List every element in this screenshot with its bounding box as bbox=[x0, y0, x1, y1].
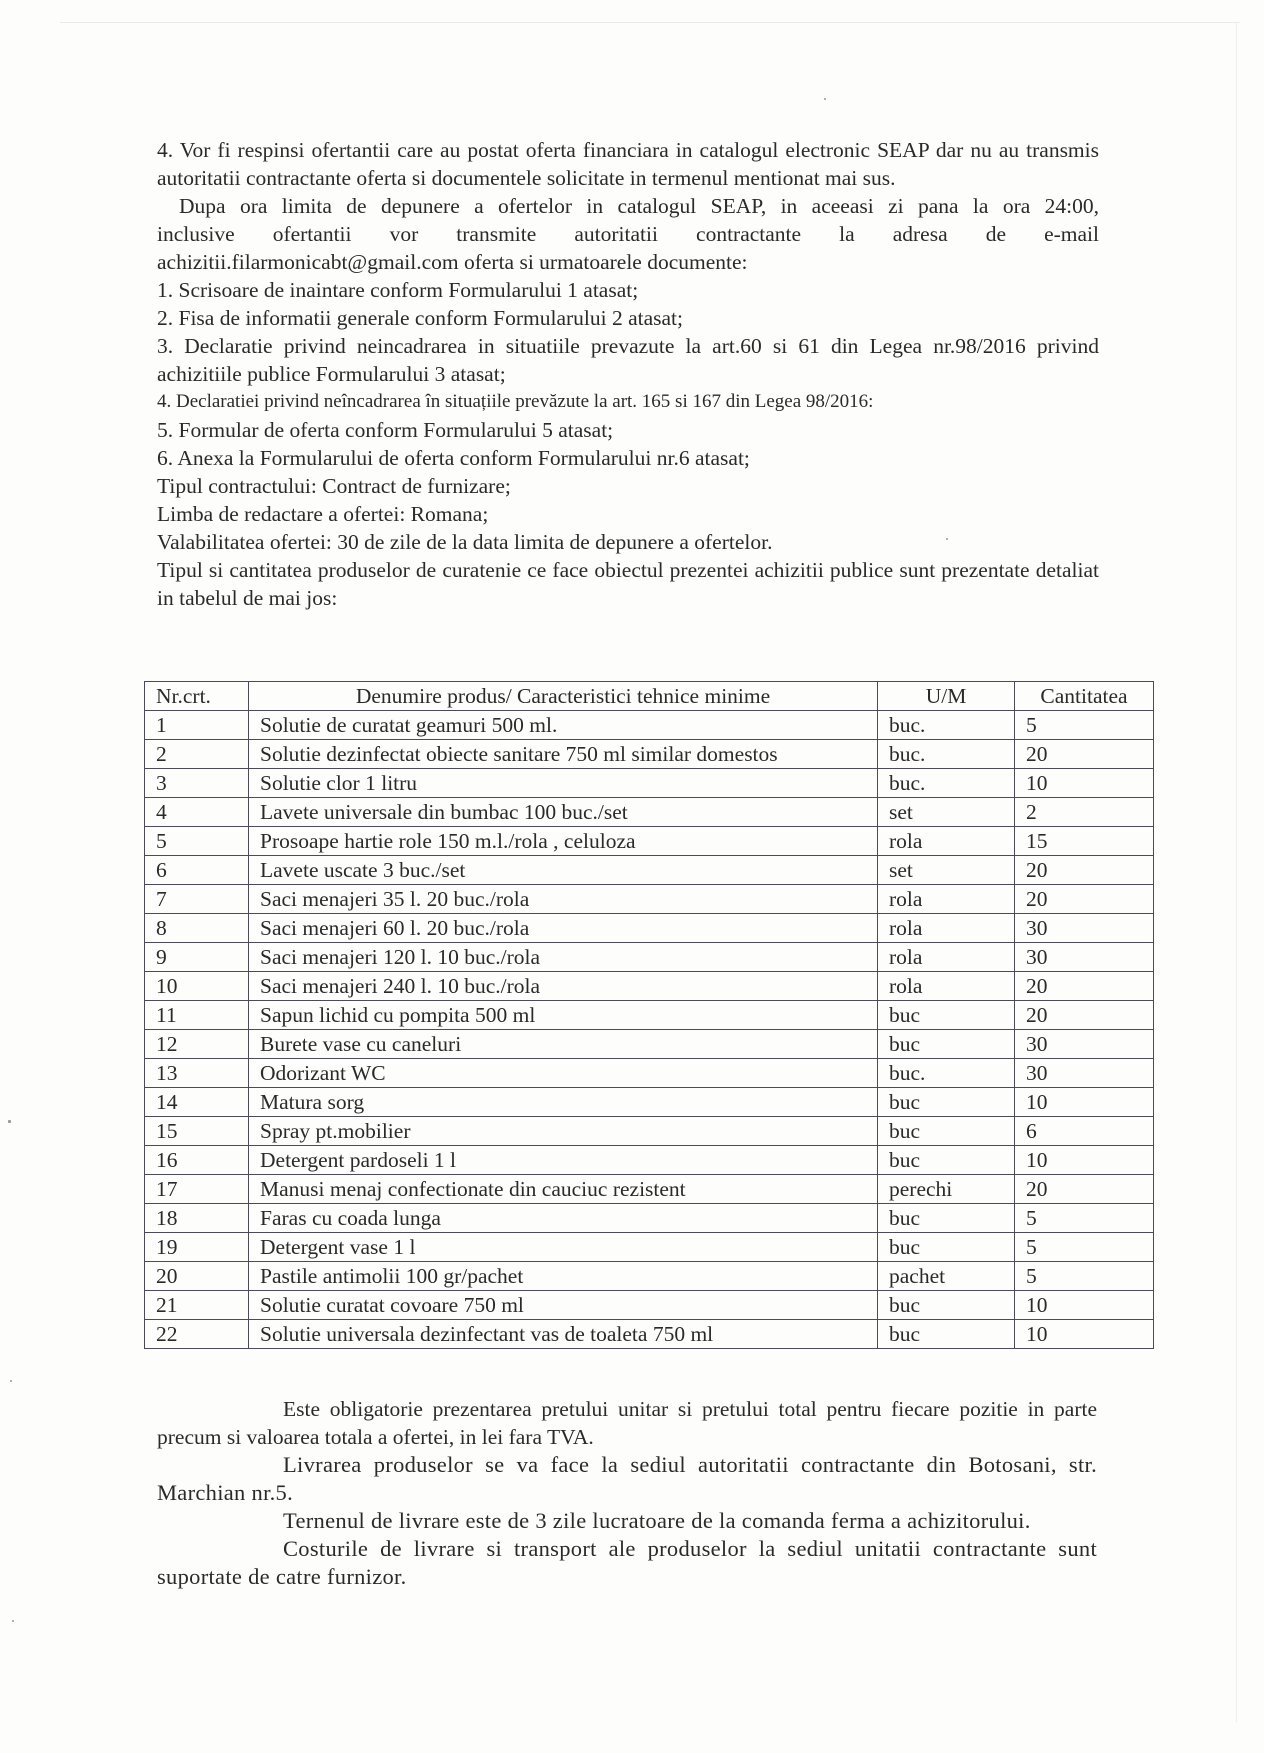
products-table bbox=[144, 681, 1154, 1349]
row-number: 12 bbox=[145, 1030, 249, 1059]
scan-edge-top bbox=[60, 22, 1240, 23]
delivery-term: Ternenul de livrare este de 3 zile lucratoare de la comanda ferma a achizitorului. bbox=[283, 1508, 1031, 1533]
product-name: Sapun lichid cu pompita 500 ml bbox=[249, 1001, 878, 1030]
product-name: Saci menajeri 60 l. 20 buc./rola bbox=[249, 914, 878, 943]
contract-type: Tipul contractului: Contract de furnizare; bbox=[157, 474, 511, 498]
deadline-paragraph-line3-email: achizitii.filarmonicabt@gmail.com oferta si urmatoarele documente: bbox=[157, 250, 748, 274]
required-document-1: 1. Scrisoare de inaintare conform Formularului 1 atasat; bbox=[157, 278, 639, 302]
scan-edge-right bbox=[1236, 22, 1237, 1722]
product-unit: buc. bbox=[878, 769, 1015, 798]
table-row bbox=[145, 856, 1154, 885]
product-name: Odorizant WC bbox=[249, 1059, 878, 1088]
table-row bbox=[145, 1262, 1154, 1291]
table-row bbox=[145, 1204, 1154, 1233]
product-quantity: 30 bbox=[1015, 943, 1154, 972]
table-row bbox=[145, 827, 1154, 856]
required-document-4: 4. Declaratiei privind neîncadrarea în situațiile prevăzute la art. 165 si 167 din Legea 98/2016: bbox=[157, 391, 874, 412]
product-name: Spray pt.mobilier bbox=[249, 1117, 878, 1146]
required-document-3: 3. Declaratie privind neincadrarea in situatiile prevazute la art.60 si 61 din Legea nr.98/2016 privind achizitiile publice Formularului 3 atasat; bbox=[157, 334, 1099, 386]
product-quantity: 10 bbox=[1015, 1088, 1154, 1117]
table-row bbox=[145, 798, 1154, 827]
product-name: Matura sorg bbox=[249, 1088, 878, 1117]
table-row bbox=[145, 972, 1154, 1001]
row-number: 3 bbox=[145, 769, 249, 798]
product-name: Pastile antimolii 100 gr/pachet bbox=[249, 1262, 878, 1291]
product-unit: rola bbox=[878, 827, 1015, 856]
table-intro: Tipul si cantitatea produselor de curatenie ce face obiectul prezentei achizitii publice sunt prezentate detaliat in tabelul de mai jos: bbox=[157, 558, 1099, 610]
product-unit: rola bbox=[878, 972, 1015, 1001]
product-quantity: 20 bbox=[1015, 856, 1154, 885]
product-unit: buc bbox=[878, 1291, 1015, 1320]
scan-speck bbox=[824, 98, 826, 100]
product-name: Manusi menaj confectionate din cauciuc rezistent bbox=[249, 1175, 878, 1204]
product-name: Lavete uscate 3 buc./set bbox=[249, 856, 878, 885]
product-name: Detergent vase 1 l bbox=[249, 1233, 878, 1262]
row-number: 9 bbox=[145, 943, 249, 972]
product-quantity: 20 bbox=[1015, 972, 1154, 1001]
product-unit: buc bbox=[878, 1146, 1015, 1175]
table-row bbox=[145, 740, 1154, 769]
row-number: 20 bbox=[145, 1262, 249, 1291]
product-unit: buc. bbox=[878, 711, 1015, 740]
closing-section bbox=[157, 1395, 1097, 1591]
product-quantity: 20 bbox=[1015, 740, 1154, 769]
product-unit: buc. bbox=[878, 740, 1015, 769]
product-quantity: 30 bbox=[1015, 1030, 1154, 1059]
product-name: Solutie de curatat geamuri 500 ml. bbox=[249, 711, 878, 740]
row-number: 21 bbox=[145, 1291, 249, 1320]
deadline-paragraph-line1: Dupa ora limita de depunere a ofertelor in catalogul SEAP, in aceeasi zi pana la ora 24:00, bbox=[179, 194, 1099, 218]
row-number: 16 bbox=[145, 1146, 249, 1175]
product-unit: rola bbox=[878, 943, 1015, 972]
rejection-clause: 4. Vor fi respinsi ofertantii care au postat oferta financiara in catalogul electronic SEAP dar nu au transmis autoritatii contractante oferta si documentele solicitate in termenul mentionat mai sus. bbox=[157, 138, 1099, 190]
product-unit: rola bbox=[878, 885, 1015, 914]
product-name: Burete vase cu caneluri bbox=[249, 1030, 878, 1059]
product-quantity: 5 bbox=[1015, 1204, 1154, 1233]
product-name: Solutie curatat covoare 750 ml bbox=[249, 1291, 878, 1320]
product-unit: buc bbox=[878, 1088, 1015, 1117]
product-unit: buc bbox=[878, 1030, 1015, 1059]
row-number: 19 bbox=[145, 1233, 249, 1262]
product-unit: buc bbox=[878, 1117, 1015, 1146]
product-unit: set bbox=[878, 798, 1015, 827]
product-name: Saci menajeri 35 l. 20 buc./rola bbox=[249, 885, 878, 914]
product-quantity: 20 bbox=[1015, 1001, 1154, 1030]
row-number: 10 bbox=[145, 972, 249, 1001]
product-unit: buc bbox=[878, 1233, 1015, 1262]
row-number: 7 bbox=[145, 885, 249, 914]
product-unit: pachet bbox=[878, 1262, 1015, 1291]
product-quantity: 15 bbox=[1015, 827, 1154, 856]
product-quantity: 10 bbox=[1015, 1320, 1154, 1349]
product-unit: buc. bbox=[878, 1059, 1015, 1088]
offer-validity: Valabilitatea ofertei: 30 de zile de la data limita de depunere a ofertelor. bbox=[157, 530, 773, 554]
deadline-paragraph-line2: inclusive ofertantii vor transmite autoritatii contractante la adresa de e-mail bbox=[157, 222, 1099, 246]
scan-speck bbox=[12, 1620, 14, 1622]
required-document-5: 5. Formular de oferta conform Formularului 5 atasat; bbox=[157, 418, 614, 442]
table-row bbox=[145, 1175, 1154, 1204]
table-header-row bbox=[145, 682, 1154, 711]
row-number: 17 bbox=[145, 1175, 249, 1204]
product-quantity: 20 bbox=[1015, 885, 1154, 914]
row-number: 6 bbox=[145, 856, 249, 885]
product-quantity: 2 bbox=[1015, 798, 1154, 827]
product-quantity: 5 bbox=[1015, 711, 1154, 740]
table-row bbox=[145, 1001, 1154, 1030]
product-name: Solutie universala dezinfectant vas de toaleta 750 ml bbox=[249, 1320, 878, 1349]
row-number: 8 bbox=[145, 914, 249, 943]
row-number: 22 bbox=[145, 1320, 249, 1349]
required-document-6: 6. Anexa la Formularului de oferta conform Formularului nr.6 atasat; bbox=[157, 446, 750, 470]
required-document-2: 2. Fisa de informatii generale conform Formularului 2 atasat; bbox=[157, 306, 684, 330]
row-number: 18 bbox=[145, 1204, 249, 1233]
header-quantity: Cantitatea bbox=[1015, 682, 1154, 711]
table-row bbox=[145, 885, 1154, 914]
products-table-body bbox=[145, 711, 1154, 1349]
table-row bbox=[145, 1030, 1154, 1059]
product-quantity: 30 bbox=[1015, 914, 1154, 943]
product-name: Saci menajeri 240 l. 10 buc./rola bbox=[249, 972, 878, 1001]
table-row bbox=[145, 1059, 1154, 1088]
table-row bbox=[145, 1117, 1154, 1146]
product-name: Saci menajeri 120 l. 10 buc./rola bbox=[249, 943, 878, 972]
row-number: 15 bbox=[145, 1117, 249, 1146]
product-unit: buc bbox=[878, 1320, 1015, 1349]
header-nr-crt: Nr.crt. bbox=[145, 682, 249, 711]
product-quantity: 10 bbox=[1015, 1291, 1154, 1320]
product-unit: rola bbox=[878, 914, 1015, 943]
product-name: Solutie clor 1 litru bbox=[249, 769, 878, 798]
row-number: 1 bbox=[145, 711, 249, 740]
scan-speck bbox=[10, 1380, 12, 1382]
header-unit: U/M bbox=[878, 682, 1015, 711]
row-number: 4 bbox=[145, 798, 249, 827]
product-unit: set bbox=[878, 856, 1015, 885]
product-quantity: 5 bbox=[1015, 1233, 1154, 1262]
table-row bbox=[145, 943, 1154, 972]
document-body bbox=[157, 136, 1099, 612]
delivery-location: Livrarea produselor se va face la sediul autoritatii contractante din Botosani, str. Marchian nr.5. bbox=[157, 1452, 1097, 1505]
row-number: 2 bbox=[145, 740, 249, 769]
row-number: 5 bbox=[145, 827, 249, 856]
scan-speck bbox=[946, 538, 948, 540]
product-quantity: 5 bbox=[1015, 1262, 1154, 1291]
product-quantity: 20 bbox=[1015, 1175, 1154, 1204]
table-row bbox=[145, 914, 1154, 943]
row-number: 11 bbox=[145, 1001, 249, 1030]
products-table-container bbox=[144, 681, 1154, 1349]
product-quantity: 30 bbox=[1015, 1059, 1154, 1088]
scan-speck bbox=[8, 1120, 11, 1123]
table-row bbox=[145, 1320, 1154, 1349]
product-unit: buc bbox=[878, 1204, 1015, 1233]
header-product-name: Denumire produs/ Caracteristici tehnice minime bbox=[249, 682, 878, 711]
product-quantity: 10 bbox=[1015, 769, 1154, 798]
table-row bbox=[145, 1146, 1154, 1175]
table-row bbox=[145, 1291, 1154, 1320]
product-name: Faras cu coada lunga bbox=[249, 1204, 878, 1233]
product-name: Detergent pardoseli 1 l bbox=[249, 1146, 878, 1175]
product-name: Solutie dezinfectat obiecte sanitare 750 ml similar domestos bbox=[249, 740, 878, 769]
product-unit: perechi bbox=[878, 1175, 1015, 1204]
product-name: Lavete universale din bumbac 100 buc./set bbox=[249, 798, 878, 827]
product-unit: buc bbox=[878, 1001, 1015, 1030]
table-row bbox=[145, 711, 1154, 740]
product-quantity: 6 bbox=[1015, 1117, 1154, 1146]
offer-language: Limba de redactare a ofertei: Romana; bbox=[157, 502, 489, 526]
price-requirement: Este obligatorie prezentarea pretului unitar si pretului total pentru fiecare pozitie in parte precum si valoarea totala a ofertei, in lei fara TVA. bbox=[157, 1397, 1097, 1449]
product-name: Prosoape hartie role 150 m.l./rola , celuloza bbox=[249, 827, 878, 856]
table-row bbox=[145, 1233, 1154, 1262]
row-number: 13 bbox=[145, 1059, 249, 1088]
row-number: 14 bbox=[145, 1088, 249, 1117]
table-row bbox=[145, 1088, 1154, 1117]
table-row bbox=[145, 769, 1154, 798]
delivery-costs: Costurile de livrare si transport ale produselor la sediul unitatii contractante sunt suportate de catre furnizor. bbox=[157, 1536, 1097, 1589]
product-quantity: 10 bbox=[1015, 1146, 1154, 1175]
